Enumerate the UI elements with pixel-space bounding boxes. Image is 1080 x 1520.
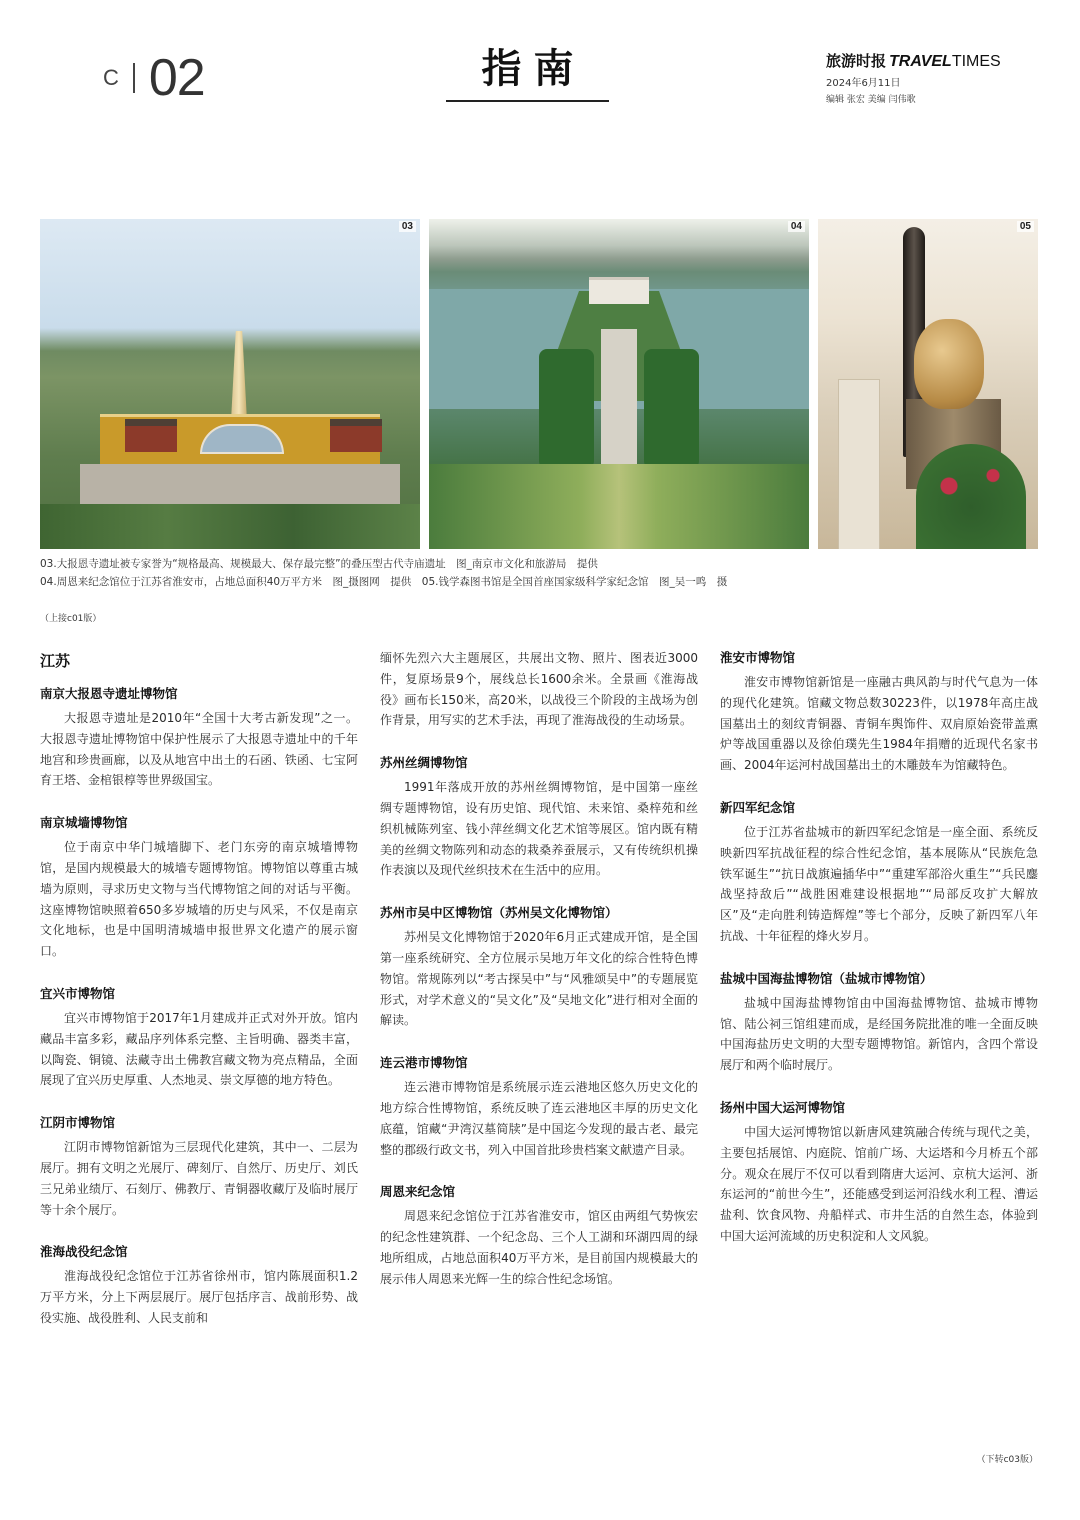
editor-credits: 编辑 张宏 美编 闫伟歌 [826, 95, 916, 105]
flowers-shape [916, 444, 1026, 549]
masthead [826, 50, 1026, 105]
divider [133, 63, 135, 93]
treeline-shape [40, 504, 420, 549]
pagoda-shape [231, 331, 247, 421]
article-column-1 [40, 648, 358, 1351]
article-column-2 [380, 648, 698, 1312]
page-number [103, 49, 205, 107]
hall-shape [330, 419, 382, 452]
photo-number: 03 [399, 221, 416, 232]
photo-dabaoen-temple [40, 219, 420, 549]
museum-description: 连云港市博物馆是系统展示连云港地区悠久历史文化的地方综合性博物馆，系统反映了连云港地区丰厚的历史文化底蕴，馆藏“尹湾汉墓简牍”是中国迄今发现的最古老、最完整的郡级行政文书，列入中国首批珍贵档案文献遗产目录。 [380, 1080, 698, 1157]
newspaper-name-en: TIMES [951, 53, 1001, 70]
hall-shape [125, 419, 177, 452]
issue-date: 2024年6月11日 [826, 78, 901, 89]
museum-description: 苏州吴文化博物馆于2020年6月正式建成开馆，是全国第一座系统研究、全方位展示吴地万年文化的综合性特色博物馆。常规陈列以“考古探吴中”与“风雅颂吴中”的专题展览形式，对学术意义的“吴文化”及“吴地文化”进行相对全面的解读。 [380, 930, 698, 1028]
museum-heading: 苏州丝绸博物馆 [380, 755, 468, 771]
page-number-digits: 02 [148, 49, 205, 107]
newspaper-name-cn: 旅游时报 [826, 52, 887, 70]
museum-heading: 淮海战役纪念馆 [40, 1244, 128, 1260]
museum-description-continued: 缅怀先烈六大主题展区，共展出文物、照片、图表近3000件，复原场景9个，展线总长1600余米。全景画《淮海战役》画布长150米，高20米，以战役三个阶段的主战场为创作背景，用写实的艺术手法，再现了淮海战役的生动场景。 [380, 651, 698, 728]
memorial-hall-shape [589, 277, 649, 304]
museum-heading: 南京大报恩寺遗址博物馆 [40, 686, 178, 701]
plaza-shape [80, 464, 400, 504]
photo-caption: 03.大报恩寺遗址被专家誉为“规格最高、规模最大、保存最完整”的叠压型古代寺庙遗址 图_南京市文化和旅游局 提供 [40, 558, 598, 570]
museum-description: 盐城中国海盐博物馆由中国海盐博物馆、盐城市博物馆、陆公祠三馆组建而成，是经国务院批准的唯一全面反映中国海盐历史文明的大型专题博物馆。新馆内，含四个常设展厅和两个临时展厅。 [720, 995, 1038, 1073]
page-title-block [446, 40, 609, 102]
museum-description: 中国大运河博物馆以新唐风建筑融合传统与现代之美，主要包括展馆、内庭院、馆前广场、大运塔和今月桥五个部分。观众在展厅不仅可以看到隋唐大运河、京杭大运河、浙东运河的“前世今生”，还能感受到运河沿线水利工程、漕运盐利、饮食风物、舟船样式、市井生活的自然生态，体验到中国大运河流域的历史积淀和人文风貌。 [720, 1124, 1038, 1243]
museum-description: 位于江苏省盐城市的新四军纪念馆是一座全面、系统反映新四军抗战征程的综合性纪念馆，基本展陈从“民族危急铁军诞生”“抗日战旗遍插华中”“重建军部浴火重生”“兵民鏖战坚持敌后”“战胜困难建设根据地”“局部反攻扩大解放区”及“走向胜利铸造辉煌”等七个部分，反映了新四军八年抗战、十年征程的烽火岁月。 [720, 824, 1038, 943]
museum-heading: 新四军纪念馆 [720, 799, 796, 815]
museum-description: 大报恩寺遗址是2010年“全国十大考古新发现”之一。大报恩寺遗址博物馆中保护性展示了大报恩寺遗址中的千年地宫和珍贵画廊，以及从地宫中出土的石函、铁函、七宝阿育王塔、金棺银椁等世界级国宝。 [40, 711, 358, 788]
museum-heading: 宜兴市博物馆 [40, 985, 116, 1001]
photo-zhou-enlai-memorial [429, 219, 809, 549]
photo-number: 04 [788, 221, 805, 232]
continued-to-note: （下转c03版） [976, 1455, 1038, 1465]
museum-description: 宜兴市博物馆于2017年1月建成并正式对外开放。馆内藏品丰富多彩，藏品序列体系完整、主旨明确、器类丰富，以陶瓷、铜镜、法藏寺出土佛教宫藏文物为亮点精品，全面展现了宜兴历史厚重、人杰地灵、崇文厚德的地方特色。 [40, 1010, 358, 1088]
museum-description: 位于南京中华门城墙脚下、老门东旁的南京城墙博物馆，是国内规模最大的城墙专题博物馆。博物馆以尊重古城墙为原则，寻求历史文物与当代博物馆之间的对话与平衡。这座博物馆映照着650多岁城墙的历史与风采，不仅是南京文化地标，也是中国明清城墙申报世界文化遗产的展示窗口。 [40, 840, 358, 959]
museum-description: 淮安市博物馆新馆是一座融古典风韵与时代气息为一体的现代化建筑。馆藏文物总数30223件，以1978年高庄战国墓出土的刻纹青铜器、青铜车舆饰件、双肩原始瓷带盖熏炉等战国重器以及徐伯璞先生1984年捐赠的近现代名家书画、2004年运河村战国墓出土的木雕鼓车为馆藏特色。 [720, 675, 1038, 773]
newspaper-name-en-bold: TRAVEL [889, 53, 952, 70]
museum-heading: 周恩来纪念馆 [380, 1184, 456, 1200]
museum-description: 淮海战役纪念馆位于江苏省徐州市，馆内陈展面积1.2万平方米，分上下两层展厅。展厅包括序言、战前形势、战役实施、战役胜利、人民支前和 [40, 1269, 358, 1325]
title-underline [446, 100, 609, 102]
museum-heading: 淮安市博物馆 [720, 650, 796, 665]
museum-description: 江阴市博物馆新馆为三层现代化建筑，其中一、二层为展厅。拥有文明之光展厅、碑刻厅、自然厅、历史厅、刘氏三兄弟业绩厅、石刻厅、佛教厅、青铜器收藏厅及临时展厅等十余个展厅。 [40, 1140, 358, 1217]
museum-heading: 苏州市吴中区博物馆（苏州吴文化博物馆） [380, 905, 618, 921]
museum-heading: 盐城中国海盐博物馆（盐城市博物馆） [720, 970, 933, 986]
museum-heading: 扬州中国大运河博物馆 [720, 1099, 846, 1115]
photo-caption: 04.周恩来纪念馆位于江苏省淮安市，占地总面积40万平方米 图_摄图网 提供 05.钱学森图书馆是全国首座国家级科学家纪念馆 图_吴一鸣 摄 [40, 576, 728, 588]
article-column-3 [720, 648, 1038, 1269]
region-heading: 江苏 [40, 652, 71, 670]
gardens-shape [429, 464, 809, 549]
museum-heading: 江阴市博物馆 [40, 1115, 116, 1131]
trees-shape [644, 349, 699, 469]
newspaper-name [826, 50, 1026, 71]
museum-description: 周恩来纪念馆位于江苏省淮安市，馆区由两组气势恢宏的纪念性建筑群、一个纪念岛、三个人工湖和环湖四周的绿地所组成，占地总面积40万平方米，是目前国内规模最大的展示伟人周恩来光辉一生的综合性纪念场馆。 [380, 1209, 698, 1286]
continued-from-note: （上接c01版） [40, 614, 102, 624]
section-letter: C [103, 65, 121, 90]
museum-description: 1991年落成开放的苏州丝绸博物馆，是中国第一座丝绸专题博物馆，设有历史馆、现代馆、未来馆、桑梓苑和丝织机械陈列室、钱小萍丝绸文化艺术馆等展区。馆内既有精美的丝绸文物陈列和动态的栽桑养蚕展示，又有传统织机操作表演以及现代丝织技术在生活中的应用。 [380, 780, 698, 878]
bronze-bust-shape [914, 319, 984, 409]
doorway-shape [838, 379, 880, 549]
museum-heading: 连云港市博物馆 [380, 1055, 468, 1071]
photo-qian-xuesen-library [818, 219, 1038, 549]
page-title: 指南 [481, 45, 586, 92]
museum-heading: 南京城墙博物馆 [40, 815, 128, 831]
trees-shape [539, 349, 594, 469]
photo-number: 05 [1017, 221, 1034, 232]
